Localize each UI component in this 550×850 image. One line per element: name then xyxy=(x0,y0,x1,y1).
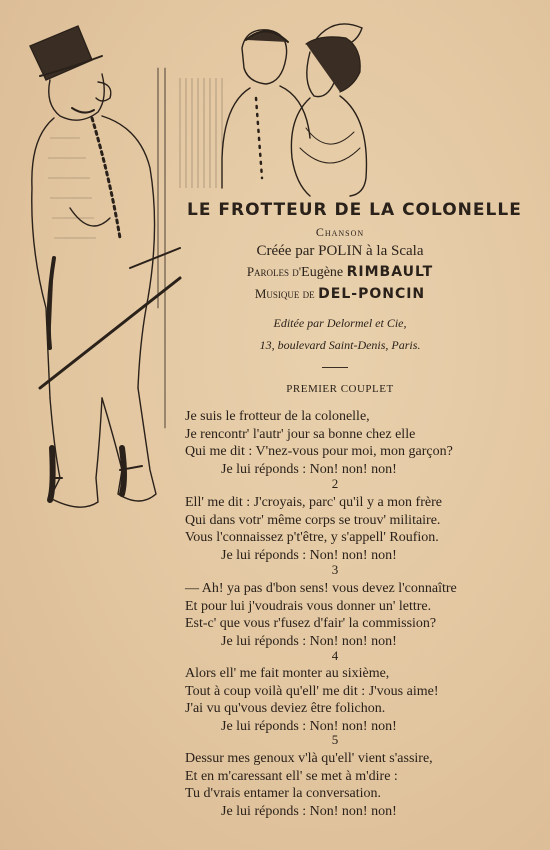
verse-1 xyxy=(185,408,453,478)
verse-5 xyxy=(185,750,433,820)
verse-refrain: Je lui réponds : Non! non! non! xyxy=(221,461,397,477)
verse-3 xyxy=(185,580,457,650)
verse-number-5: 5 xyxy=(331,732,339,747)
publisher-line-2: 13, boulevard Saint-Denis, Paris. xyxy=(259,338,421,352)
verse-line: Vous l'connaissez p't'être, y s'appell' Roufion. xyxy=(185,530,439,545)
verse-line: Je rencontr' l'autr' jour sa bonne chez elle xyxy=(185,426,416,442)
music-credit xyxy=(190,286,490,303)
verse-line: Je suis le frotteur de la colonelle, xyxy=(185,409,370,424)
lyrics-label: Paroles d' xyxy=(246,264,302,279)
verse-refrain: Je lui réponds : Non! non! non! xyxy=(221,718,397,734)
publisher-line-1: Editée par Delormel et Cie, xyxy=(273,316,407,330)
lyrics-credit xyxy=(190,264,490,281)
verse-line: Qui me dit : V'nez-vous pour moi, mon garçon? xyxy=(185,444,453,459)
separator-rule xyxy=(322,367,348,368)
music-label: Musique de xyxy=(254,286,315,301)
verse-line: Tu d'vrais entamer la conversation. xyxy=(185,786,382,801)
verse-number-4: 4 xyxy=(331,648,339,663)
couplet-heading: PREMIER COUPLET xyxy=(286,383,394,395)
verse-line: Et pour lui j'voudrais vous donner un' lettre. xyxy=(185,598,432,614)
verse-2 xyxy=(185,494,442,564)
verse-line: Qui dans votr' même corps se trouv' militaire. xyxy=(185,512,441,528)
lyricist-surname: RIMBAULT xyxy=(346,264,434,280)
creation-credit: Créée par POLIN à la Scala xyxy=(256,243,424,259)
song-genre: Chanson xyxy=(315,225,365,239)
verse-number-3: 3 xyxy=(331,562,339,577)
song-title: LE FROTTEUR DE LA COLONELLE xyxy=(187,200,522,220)
verse-refrain: Je lui réponds : Non! non! non! xyxy=(221,803,397,819)
verse-line: Alors ell' me fait monter au sixième, xyxy=(185,666,390,681)
verse-line: Ell' me dit : J'croyais, parc' qu'il y a mon frère xyxy=(185,495,442,510)
verse-line: Est-c' que vous r'fusez d'fair' la commission? xyxy=(185,616,437,631)
verse-refrain: Je lui réponds : Non! non! non! xyxy=(221,633,397,649)
verse-refrain: Je lui réponds : Non! non! non! xyxy=(221,547,397,563)
verse-line: Tout à coup voilà qu'ell' me dit : J'vous aime! xyxy=(185,683,439,699)
verse-line: Dessur mes genoux v'là qu'ell' vient s'assire, xyxy=(185,751,433,766)
lyricist-first-name: Eugène xyxy=(301,265,344,280)
composer-name: DEL-PONCIN xyxy=(318,286,426,302)
verse-number-2: 2 xyxy=(331,476,339,491)
verse-line: — Ah! ya pas d'bon sens! vous devez l'connaître xyxy=(185,581,457,596)
verse-line: J'ai vu qu'vous deviez être folichon. xyxy=(185,701,386,716)
verse-4 xyxy=(185,665,438,735)
verse-line: Et en m'caressant ell' se met à m'dire : xyxy=(185,768,398,784)
